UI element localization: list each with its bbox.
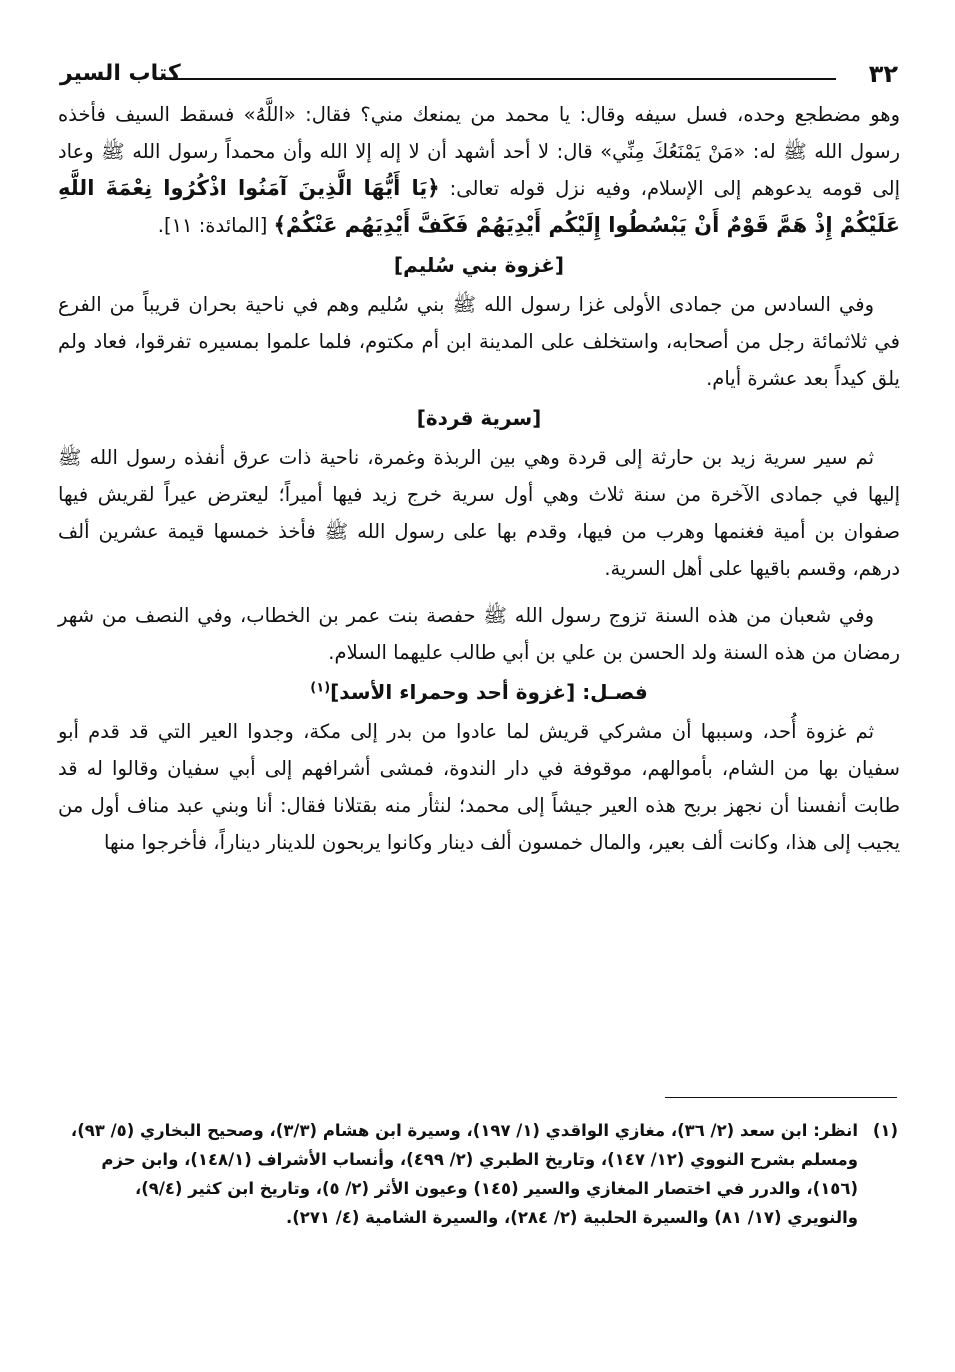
footnote-mark: (١) — [872, 1121, 898, 1140]
footnotes — [60, 1116, 898, 1232]
intro-paragraph — [58, 96, 900, 244]
running-title: كتاب السير — [60, 61, 181, 86]
section-heading-qarada: [سرية قردة] — [416, 406, 542, 430]
header-rule — [170, 78, 836, 80]
page-header — [60, 58, 898, 92]
paragraph-uhud: ثم غزوة أُحد، وسببها أن مشركي قريش لما عادوا من بدر إلى مكة، وجدوا العير التي قد قدم أبو سفيان بها من الشام، بأموالهم، موقوفة في دار الندوة، فمشى أشرافهم إلى أبي سفيان وقالوا له قد طابت أنفسنا أن نجهز بربح هذه العير جيشاً إلى محمد؛ لنثأر منه بقتلانا فقال: أنا وبني عبد مناف أول من يجيب إلى هذا، وكانت ألف بعير، والمال خمسون ألف دينار وكانوا يربحون للدينار ديناراً، فأخرجوا منها — [58, 720, 900, 854]
footnote-separator — [665, 1097, 897, 1098]
footnote-item — [60, 1116, 898, 1232]
verse-citation: [المائدة: ١١]. — [157, 214, 274, 237]
page-number: ٣٢ — [868, 60, 898, 88]
footnote-paragraph — [60, 1116, 898, 1232]
fasl-label: فصـل: — [582, 680, 648, 704]
fasl-title: [غزوة أحد وحمراء الأسد] — [330, 680, 583, 704]
intro-text: وهو مضطجع وحده، فسل سيفه وقال: يا محمد من يمنعك مني؟ فقال: «اللَّهُ» فسقط السيف فأخذه رسول الله ﷺ له: «مَنْ يَمْنَعُكَ مِنِّي» قال: لا أحد أشهد أن لا إله إلا الله وأن محمداً رسول الله ﷺ وعاد إلى قومه يدعوهم إلى الإسلام، وفيه نزل قوله تعالى: — [58, 103, 900, 200]
footnote-text: انظر: ابن سعد (٢/ ٣٦)، مغازي الواقدي (١/ ١٩٧)، وسيرة ابن هشام (٣/٣)، وصحيح البخاري (٥/ ٩٣)، ومسلم بشرح النووي (١٢/ ١٤٧)، وتاريخ الطبري (٢/ ٤٩٩)، وأنساب الأشراف (١٤٨/١)، وابن حزم (١٥٦)، والدرر في اختصار المغازي والسير (١٤٥) وعيون الأثر (٢/ ٥)، وتاريخ ابن كثير (٩/٤)، والنويري (١٧/ ٨١) والسيرة الحلبية (٢/ ٢٨٤)، والسيرة الشامية (٤/ ٢٧١). — [70, 1121, 858, 1227]
section-heading-uhud — [58, 671, 900, 713]
paragraph-bani-sulaym: وفي السادس من جمادى الأولى غزا رسول الله ﷺ بني سُليم وهم في ناحية بحران قريباً من الفرع في ثلاثمائة رجل من أصحابه، واستخلف على المدينة ابن أم مكتوم، فلما علموا بمسيره تفرقوا، فعاد ولم يلق كيداً بعد عشرة أيام. — [58, 293, 900, 390]
paragraph-shaban: وفي شعبان من هذه السنة تزوج رسول الله ﷺ حفصة بنت عمر بن الخطاب، وفي النصف من شهر رمضان من هذه السنة ولد الحسن بن علي بن أبي طالب عليهما السلام. — [58, 604, 900, 664]
paragraph-qarada: ثم سير سرية زيد بن حارثة إلى قردة وهي بين الربذة وغمرة، ناحية ذات عرق أنفذه رسول الله ﷺ إليها في جمادى الآخرة من سنة ثلاث وهي أول سرية خرج زيد فيها أميراً؛ ليعترض عيراً لقريش فيها صفوان بن أمية فغنمها وهرب من فيها، وقدم بها على رسول الله ﷺ فأخذ خمسها قيمة عشرين ألف درهم، وقسم باقيها على أهل السرية. — [58, 446, 900, 580]
section-heading-bani-sulaym: [غزوة بني سُليم] — [393, 253, 565, 277]
quran-verse: ﴿يَا أَيُّهَا الَّذِينَ آمَنُوا اذْكُرُوا نِعْمَةَ اللَّهِ عَلَيْكُمْ إِذْ هَمَّ قَوْمٌ أَنْ يَبْسُطُوا إِلَيْكُم أَيْدِيَهُمْ فَكَفَّ أَيْدِيَهُم عَنْكُمْ﴾ — [58, 176, 900, 237]
footnote-reference[interactable]: (١) — [310, 680, 331, 696]
main-text — [58, 96, 900, 861]
